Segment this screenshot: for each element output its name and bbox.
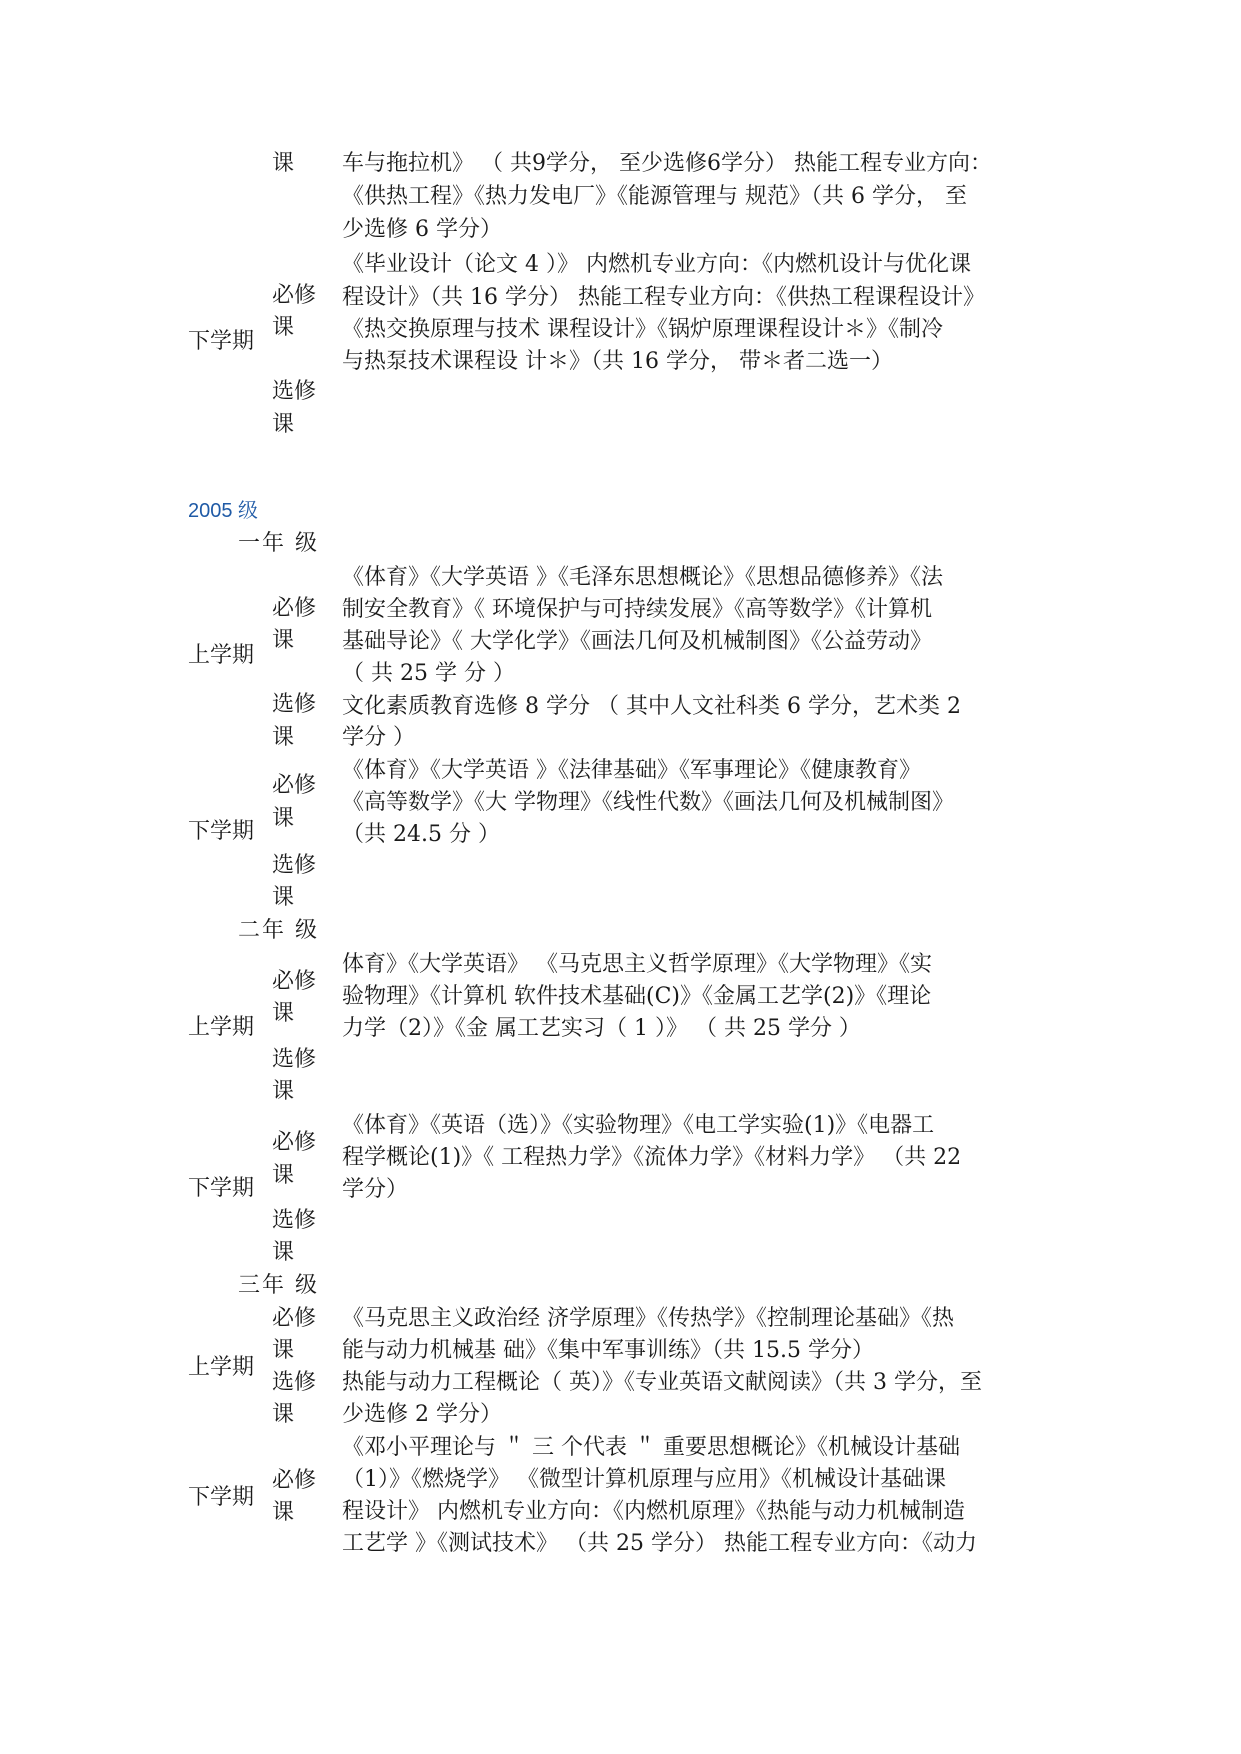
course-type-label: 必修 — [272, 1468, 317, 1493]
course-line: （共 24.5 分 ） — [342, 822, 500, 847]
course-type-label: 课 — [272, 1402, 295, 1427]
year-label: 二年 级 — [238, 918, 319, 943]
course-type-label: 课 — [272, 1001, 295, 1026]
course-line: 车与拖拉机》 （ 共9学分， 至少选修6学分） 热能工程专业方向： — [342, 151, 992, 176]
year-label: 三年 级 — [238, 1273, 319, 1298]
course-line: 程设计》 内燃机专业方向：《内燃机原理》《热能与动力机械制造 — [342, 1499, 965, 1524]
course-line: 能与动力机械基 础》《集中军事训练》（共 15.5 学分） — [342, 1338, 874, 1363]
course-type-label: 选修 — [272, 1047, 317, 1072]
course-line: 《毕业设计（论文 4 ）》 内燃机专业方向：《内燃机设计与优化课 — [342, 252, 971, 277]
course-line: 制安全教育》《 环境保护与可持续发展》《高等数学》《计算机 — [342, 597, 932, 622]
course-line: 《高等数学》《大 学物理》《线性代数》《画法几何及机械制图》 — [342, 790, 954, 815]
course-type-label: 必修 — [272, 969, 317, 994]
course-line: 《供热工程》《热力发电厂》《能源管理与 规范》（共 6 学分， 至 — [342, 184, 967, 209]
course-type-label: 课 — [272, 1079, 295, 1104]
course-line: 工艺学 》《测试技术》 （共 25 学分） 热能工程专业方向：《动力 — [342, 1531, 977, 1556]
course-line: 程学概论(1)》《 工程热力学》《流体力学》《材料力学》 （共 22 — [342, 1145, 962, 1170]
course-type-label: 选修 — [272, 379, 317, 404]
semester-label: 下学期 — [188, 1176, 255, 1201]
course-line: 学分 ） — [342, 725, 415, 750]
course-type-label: 选修 — [272, 1370, 317, 1395]
course-line: 《邓小平理论与 ＂ 三 个代表 ＂ 重要思想概论》《机械设计基础 — [342, 1435, 960, 1460]
course-type-label: 必修 — [272, 1306, 317, 1331]
course-line: （ 共 25 学 分 ） — [342, 661, 515, 686]
course-line: 《马克思主义政治经 济学原理》《传热学》《控制理论基础》《热 — [342, 1306, 954, 1331]
course-line: 少选修 2 学分） — [342, 1402, 502, 1427]
course-line: 体育》《大学英语》 《马克思主义哲学原理》《大学物理》《实 — [342, 952, 932, 977]
course-line: 力学（2）》《金 属工艺实习（ 1 ）》 （ 共 25 学分 ） — [342, 1016, 861, 1041]
course-type-label: 必修 — [272, 283, 317, 308]
course-type-label: 选修 — [272, 853, 317, 878]
course-type-label: 课 — [272, 1500, 295, 1525]
course-line: 学分） — [342, 1177, 409, 1202]
course-type-label: 课 — [272, 151, 295, 176]
year-label: 一年 级 — [238, 531, 319, 556]
course-line: 《体育》《大学英语 》《毛泽东思想概论》《思想品德修养》《法 — [342, 565, 943, 590]
course-type-label: 课 — [272, 885, 295, 910]
course-type-label: 必修 — [272, 596, 317, 621]
semester-label: 上学期 — [188, 1015, 255, 1040]
course-type-label: 课 — [272, 1338, 295, 1363]
course-line: 《体育》《英语（选）》《实验物理》《电工学实验(1)》《电器工 — [342, 1113, 935, 1138]
course-type-label: 课 — [272, 725, 295, 750]
course-line: 少选修 6 学分） — [342, 217, 502, 242]
course-type-label: 必修 — [272, 1130, 317, 1155]
course-line: 与热泵技术课程设 计＊》（共 16 学分， 带＊者二选一） — [342, 349, 893, 374]
course-line: 验物理》《计算机 软件技术基础(C)》《金属工艺学(2)》《理论 — [342, 984, 932, 1009]
semester-label: 上学期 — [188, 643, 255, 668]
course-type-label: 课 — [272, 628, 295, 653]
course-type-label: 课 — [272, 412, 295, 437]
course-type-label: 选修 — [272, 1208, 317, 1233]
semester-label: 下学期 — [188, 1485, 255, 1510]
section-heading: 2005 级 — [188, 500, 259, 522]
course-type-label: 必修 — [272, 773, 317, 798]
course-line: 热能与动力工程概论（ 英）》《专业英语文献阅读》（共 3 学分，至 — [342, 1370, 982, 1395]
course-type-label: 课 — [272, 315, 295, 340]
course-line: （1）》《燃烧学》 《微型计算机原理与应用》《机械设计基础课 — [342, 1467, 946, 1492]
course-line: 《热交换原理与技术 课程设计》《锅炉原理课程设计＊》《制冷 — [342, 317, 943, 342]
course-type-label: 选修 — [272, 692, 317, 717]
course-line: 基础导论》《 大学化学》《画法几何及机械制图》《公益劳动》 — [342, 629, 932, 654]
course-type-label: 课 — [272, 806, 295, 831]
course-type-label: 课 — [272, 1163, 295, 1188]
semester-label: 上学期 — [188, 1355, 255, 1380]
course-line: 程设计》（共 16 学分） 热能工程专业方向：《供热工程课程设计》 — [342, 285, 985, 310]
course-line: 《体育》《大学英语 》《法律基础》《军事理论》《健康教育》 — [342, 758, 921, 783]
course-line: 文化素质教育选修 8 学分 （ 其中人文社科类 6 学分，艺术类 2 — [342, 694, 961, 719]
semester-label: 下学期 — [188, 819, 255, 844]
course-type-label: 课 — [272, 1240, 295, 1265]
semester-label: 下学期 — [188, 329, 255, 354]
